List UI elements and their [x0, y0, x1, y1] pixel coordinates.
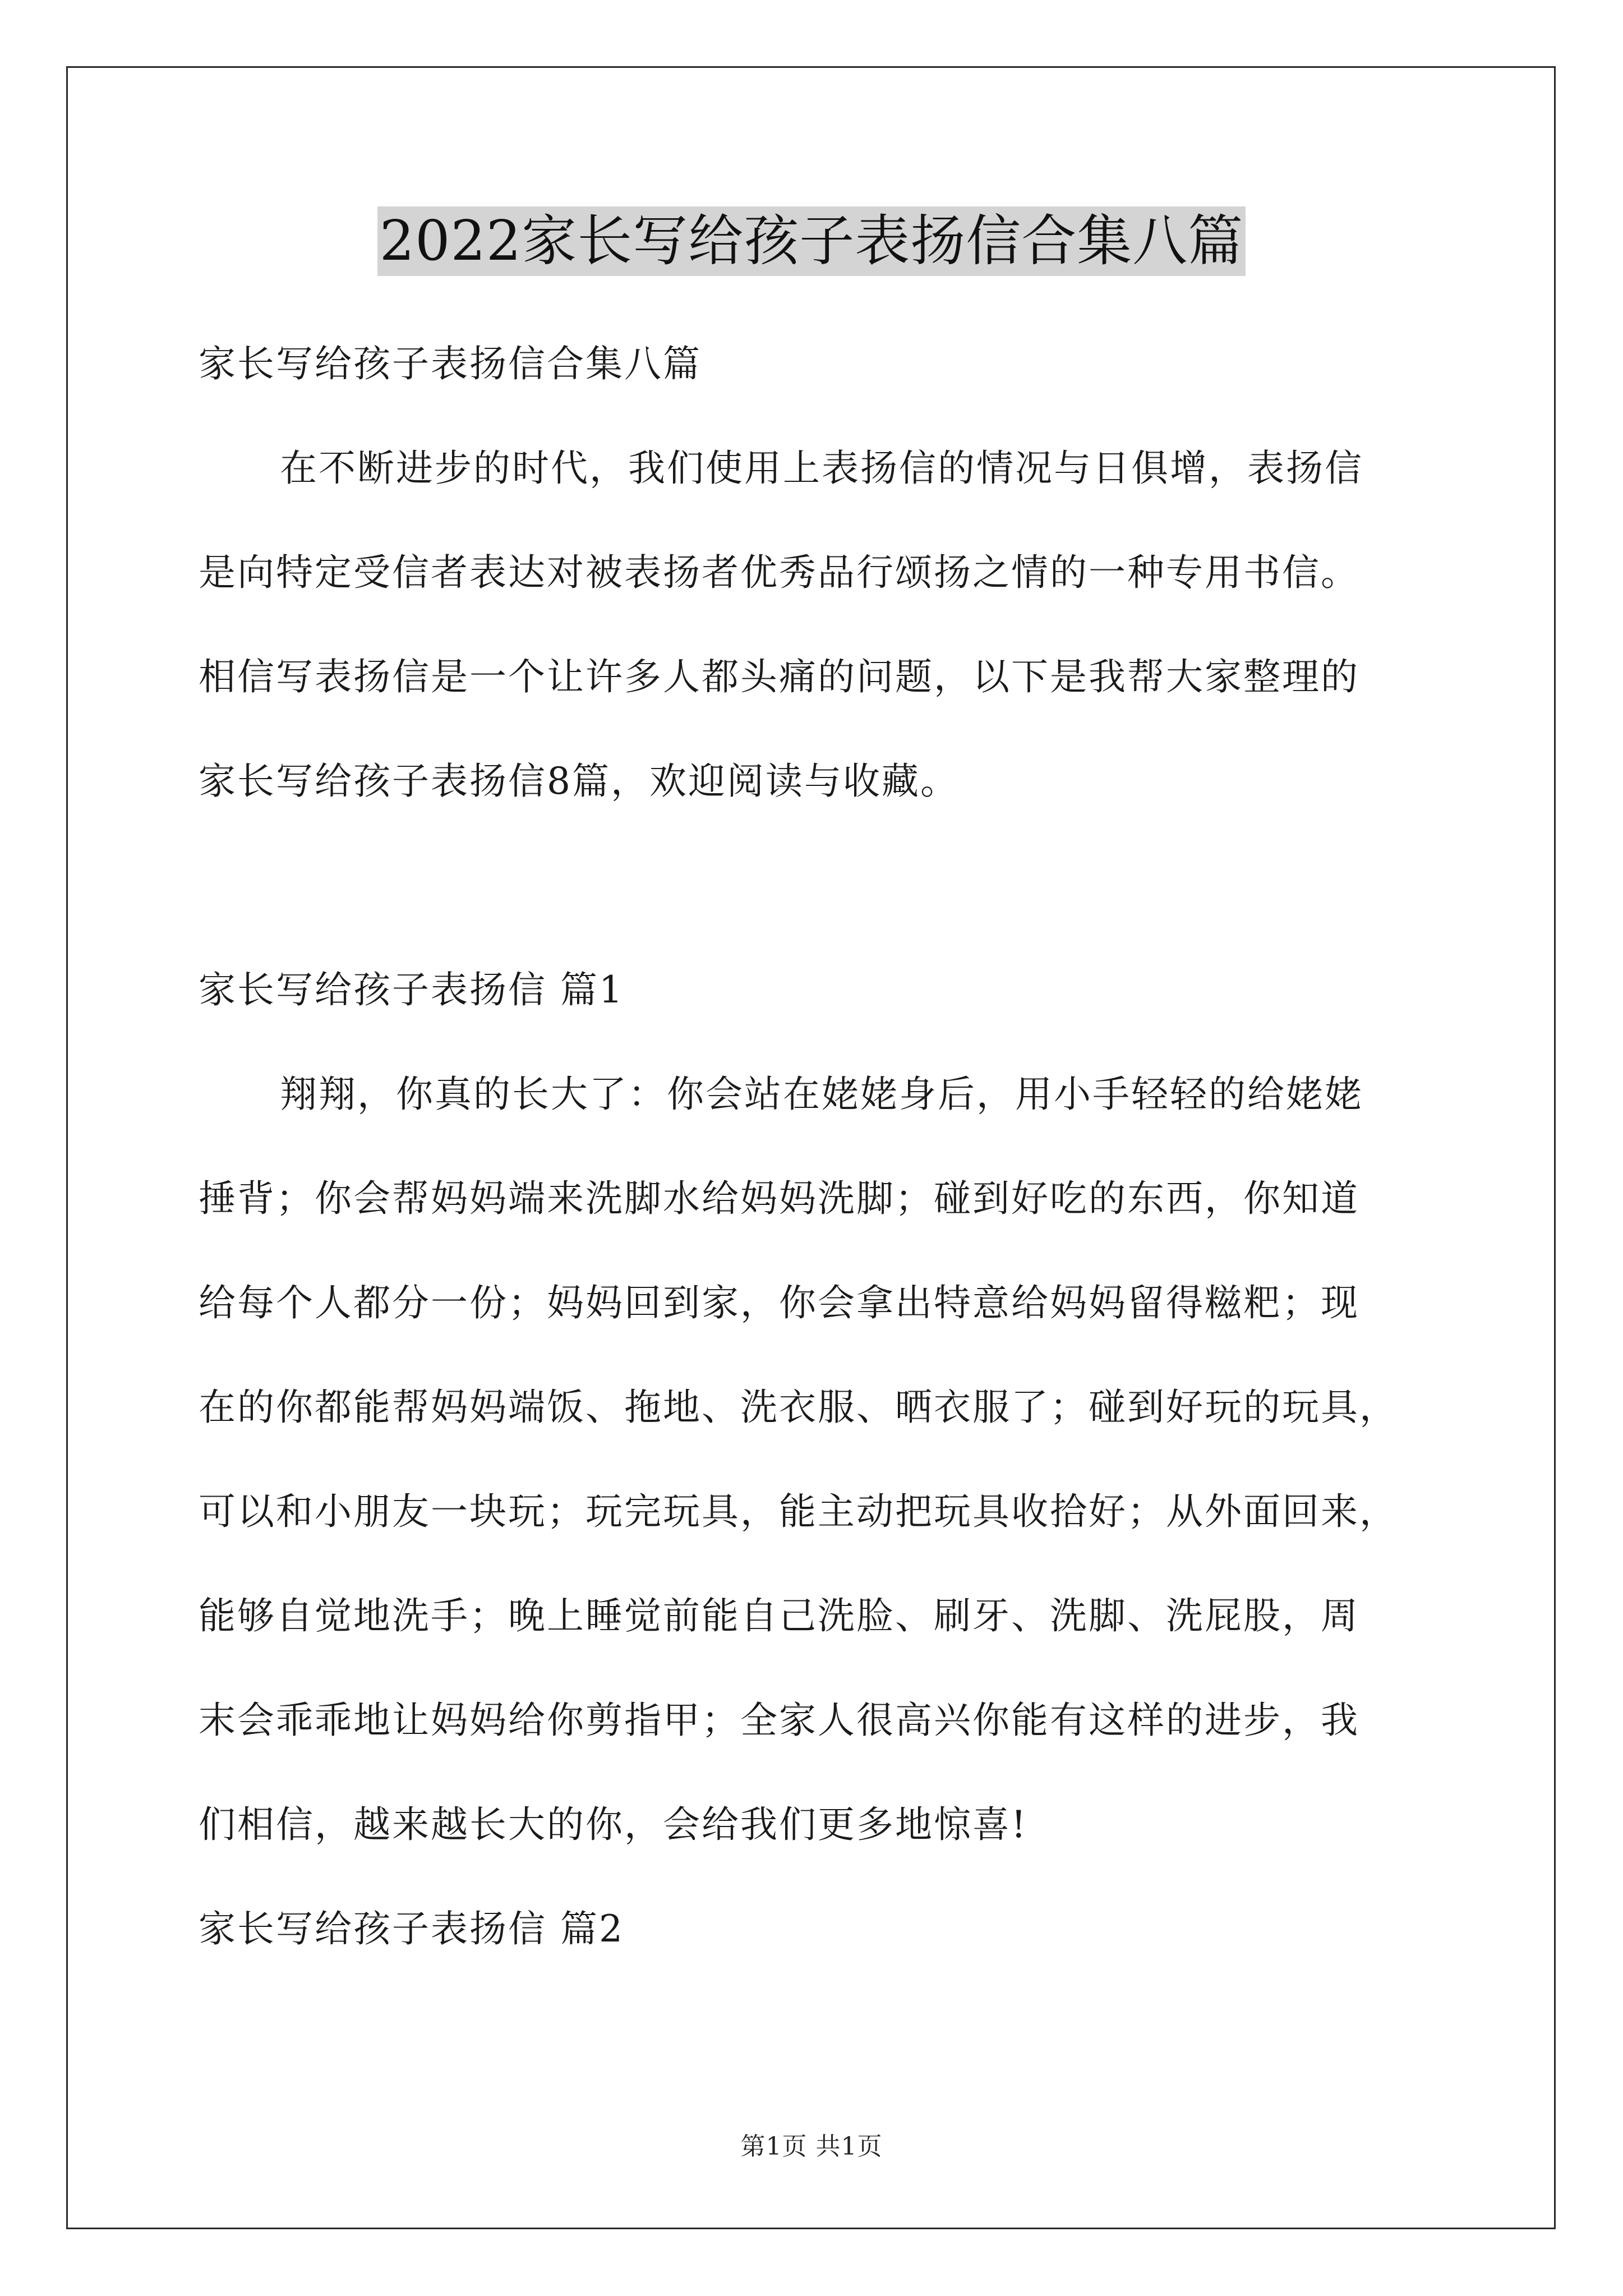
section1-line-3: 给每个人都分一份；妈妈回到家，你会拿出特意给妈妈留得糍粑；现: [199, 1281, 1359, 1324]
page-footer: 第1页 共1页: [740, 2132, 883, 2161]
document-title: 2022家长写给孩子表扬信合集八篇: [377, 206, 1246, 276]
subtitle-line: 家长写给孩子表扬信合集八篇: [199, 342, 702, 385]
title-container: [0, 206, 1623, 276]
section1-line-2: 捶背；你会帮妈妈端来洗脚水给妈妈洗脚；碰到好吃的东西，你知道: [199, 1177, 1359, 1220]
intro-line-1: 在不断进步的时代，我们使用上表扬信的情况与日俱增，表扬信: [280, 447, 1363, 490]
intro-line-4: 家长写给孩子表扬信8篇，欢迎阅读与收藏。: [199, 760, 959, 803]
section-heading-2: 家长写给孩子表扬信 篇2: [199, 1907, 624, 1950]
paragraph-gap: [199, 834, 1432, 938]
section-heading-1: 家长写给孩子表扬信 篇1: [199, 968, 624, 1011]
intro-line-3: 相信写表扬信是一个让许多人都头痛的问题，以下是我帮大家整理的: [199, 655, 1359, 698]
section1-line-4: 在的你都能帮妈妈端饭、拖地、洗衣服、晒衣服了；碰到好玩的玩具，: [199, 1386, 1398, 1429]
section1-line-5: 可以和小朋友一块玩；玩完玩具，能主动把玩具收拾好；从外面回来，: [199, 1490, 1398, 1533]
intro-line-2: 是向特定受信者表达对被表扬者优秀品行颂扬之情的一种专用书信。: [199, 551, 1359, 594]
document-body: [199, 312, 1432, 1981]
section1-line-6: 能够自觉地洗手；晚上睡觉前能自己洗脸、刷牙、洗脚、洗屁股，周: [199, 1594, 1359, 1637]
section1-line-7: 末会乖乖地让妈妈给你剪指甲；全家人很高兴你能有这样的进步，我: [199, 1699, 1359, 1742]
section1-line-1: 翔翔，你真的长大了：你会站在姥姥身后，用小手轻轻的给姥姥: [280, 1073, 1363, 1116]
section1-line-8: 们相信，越来越长大的你，会给我们更多地惊喜!: [199, 1803, 1028, 1846]
